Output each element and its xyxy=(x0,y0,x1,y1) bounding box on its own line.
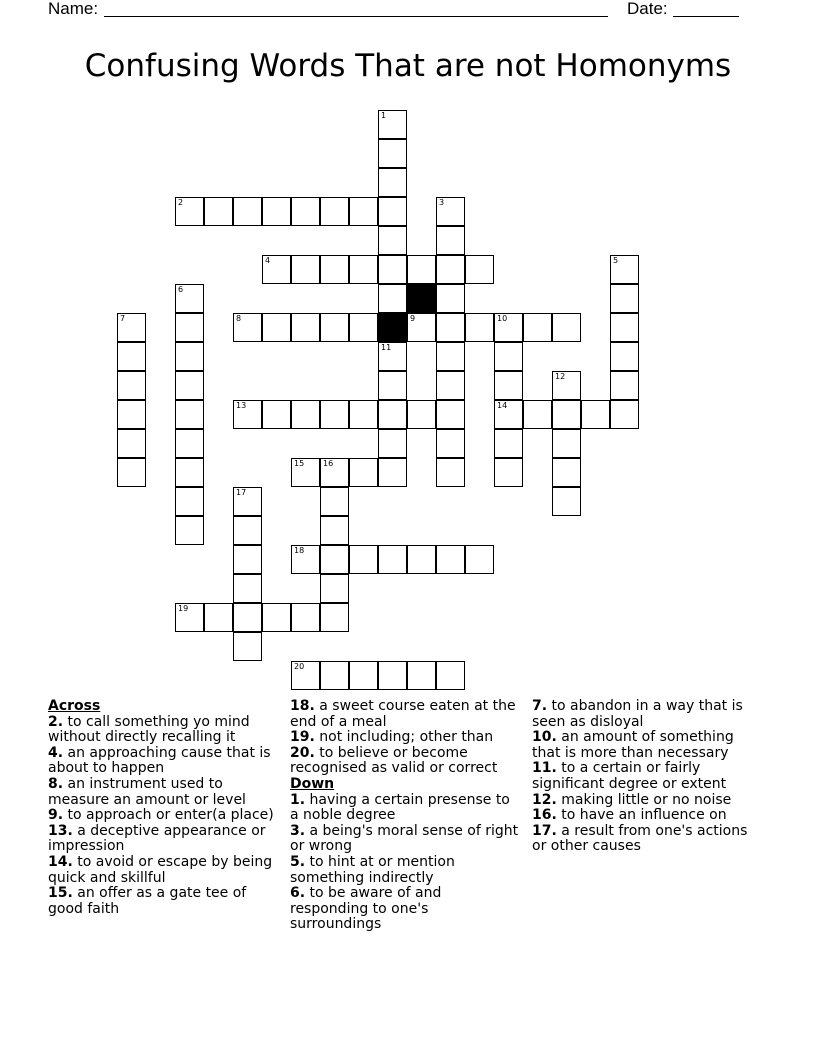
clue-across-14: 14. to avoid or escape by being quick and skillful xyxy=(48,853,273,886)
crossword-cell[interactable] xyxy=(610,255,639,284)
cell-number: 20 xyxy=(294,662,305,671)
crossword-cell[interactable] xyxy=(175,516,204,545)
crossword-cell[interactable] xyxy=(204,197,233,226)
crossword-cell[interactable] xyxy=(291,255,320,284)
crossword-cell[interactable] xyxy=(436,429,465,458)
crossword-cell[interactable] xyxy=(436,255,465,284)
crossword-cell[interactable] xyxy=(378,197,407,226)
crossword-cell[interactable] xyxy=(291,313,320,342)
crossword-cell[interactable] xyxy=(552,400,581,429)
cell-number: 19 xyxy=(178,604,189,613)
cell-number: 10 xyxy=(497,314,508,323)
crossword-cell[interactable] xyxy=(378,255,407,284)
crossword-cell[interactable] xyxy=(262,255,291,284)
crossword-cell[interactable] xyxy=(610,400,639,429)
crossword-cell[interactable] xyxy=(320,197,349,226)
crossword-cell[interactable] xyxy=(175,284,204,313)
crossword-cell[interactable] xyxy=(378,545,407,574)
crossword-cell[interactable] xyxy=(436,226,465,255)
clue-across-18: 18. a sweet course eaten at the end of a meal xyxy=(290,698,516,730)
crossword-cell[interactable] xyxy=(494,400,523,429)
crossword-cell[interactable] xyxy=(175,487,204,516)
crossword-cell[interactable] xyxy=(117,371,146,400)
crossword-cell[interactable] xyxy=(494,429,523,458)
crossword-cell[interactable] xyxy=(378,139,407,168)
clue-across-20: 20. to believe or become recognised as valid or correct xyxy=(290,744,498,777)
crossword-cell[interactable] xyxy=(320,661,349,690)
crossword-cell[interactable] xyxy=(407,313,436,342)
crossword-cell[interactable] xyxy=(407,545,436,574)
crossword-cell[interactable] xyxy=(117,458,146,487)
clue-down-16: 16. to have an influence on xyxy=(532,807,727,824)
clue-down-17: 17. a result from one's actions or other causes xyxy=(532,822,748,855)
clue-down-11: 11. to a certain or fairly significant degree or extent xyxy=(532,760,727,792)
crossword-cell[interactable] xyxy=(349,197,378,226)
crossword-cell[interactable] xyxy=(436,371,465,400)
black-square xyxy=(378,313,407,342)
date-label: Date: xyxy=(627,0,668,18)
cell-number: 5 xyxy=(613,256,619,265)
crossword-cell[interactable] xyxy=(407,255,436,284)
crossword-cell[interactable] xyxy=(175,603,204,632)
crossword-cell[interactable] xyxy=(552,371,581,400)
crossword-cell[interactable] xyxy=(378,371,407,400)
crossword-cell[interactable] xyxy=(465,313,494,342)
crossword-cell[interactable] xyxy=(349,661,378,690)
crossword-cell[interactable] xyxy=(320,574,349,603)
crossword-cell[interactable] xyxy=(436,458,465,487)
clue-down-5: 5. to hint at or mention something indirectly xyxy=(290,853,455,886)
clue-column-3 xyxy=(532,699,764,855)
crossword-cell[interactable] xyxy=(349,313,378,342)
crossword-cell[interactable] xyxy=(175,197,204,226)
crossword-cell[interactable] xyxy=(494,313,523,342)
cell-number: 6 xyxy=(178,285,184,294)
crossword-cell[interactable] xyxy=(407,661,436,690)
crossword-cell[interactable] xyxy=(233,574,262,603)
crossword-cell[interactable] xyxy=(465,545,494,574)
crossword-cell[interactable] xyxy=(320,400,349,429)
crossword-cell[interactable] xyxy=(378,458,407,487)
crossword-cell[interactable] xyxy=(378,226,407,255)
crossword-cell[interactable] xyxy=(349,400,378,429)
crossword-cell[interactable] xyxy=(523,400,552,429)
clue-across-4: 4. an approaching cause that is about to happen xyxy=(48,744,271,777)
cell-number: 12 xyxy=(555,372,566,381)
crossword-cell[interactable] xyxy=(291,197,320,226)
crossword-cell[interactable] xyxy=(320,545,349,574)
clue-down-12: 12. making little or no noise xyxy=(532,791,732,808)
crossword-cell[interactable] xyxy=(378,284,407,313)
crossword-cell[interactable] xyxy=(494,342,523,371)
crossword-cell[interactable] xyxy=(262,197,291,226)
crossword-cell[interactable] xyxy=(378,429,407,458)
crossword-cell[interactable] xyxy=(610,284,639,313)
crossword-cell[interactable] xyxy=(233,545,262,574)
clue-down-6: 6. to be aware of and responding to one's surroundings xyxy=(290,885,442,933)
crossword-cell[interactable] xyxy=(610,342,639,371)
crossword-cell[interactable] xyxy=(436,342,465,371)
crossword-cell[interactable] xyxy=(552,429,581,458)
clue-across-9: 9. to approach or enter(a place) xyxy=(48,807,274,824)
cell-number: 14 xyxy=(497,401,508,410)
crossword-cell[interactable] xyxy=(320,603,349,632)
cell-number: 15 xyxy=(294,459,305,468)
cell-number: 18 xyxy=(294,546,305,555)
clue-across-15: 15. an offer as a gate tee of good faith xyxy=(48,885,247,917)
crossword-cell[interactable] xyxy=(175,400,204,429)
crossword-cell[interactable] xyxy=(494,371,523,400)
page-title: Confusing Words That are not Homonyms xyxy=(84,48,732,84)
name-label: Name: xyxy=(48,0,99,18)
clue-across-8: 8. an instrument used to measure an amount or level xyxy=(48,775,246,808)
clue-column-2 xyxy=(290,699,522,933)
clue-across-2: 2. to call something yo mind without directly recalling it xyxy=(48,713,250,746)
crossword-cell[interactable] xyxy=(233,603,262,632)
cell-number: 8 xyxy=(236,314,242,323)
crossword-cell[interactable] xyxy=(262,400,291,429)
crossword-cell[interactable] xyxy=(523,313,552,342)
crossword-cell[interactable] xyxy=(233,313,262,342)
crossword-cell[interactable] xyxy=(291,661,320,690)
crossword-cell[interactable] xyxy=(175,371,204,400)
crossword-cell[interactable] xyxy=(552,458,581,487)
cell-number: 2 xyxy=(178,198,184,207)
crossword-cell[interactable] xyxy=(610,371,639,400)
crossword-cell[interactable] xyxy=(349,255,378,284)
crossword-cell[interactable] xyxy=(378,342,407,371)
crossword-cell[interactable] xyxy=(552,313,581,342)
crossword-cell[interactable] xyxy=(175,429,204,458)
crossword-cell[interactable] xyxy=(117,313,146,342)
cell-number: 17 xyxy=(236,488,247,497)
crossword-cell[interactable] xyxy=(349,458,378,487)
clue-down-10: 10. an amount of something that is more than necessary xyxy=(532,729,734,761)
crossword-cell[interactable] xyxy=(175,313,204,342)
crossword-cell[interactable] xyxy=(465,255,494,284)
crossword-cell[interactable] xyxy=(436,400,465,429)
crossword-cell[interactable] xyxy=(233,487,262,516)
crossword-cell[interactable] xyxy=(581,400,610,429)
down-heading: Down xyxy=(290,775,335,792)
crossword-cell[interactable] xyxy=(378,400,407,429)
crossword-cell[interactable] xyxy=(378,168,407,197)
crossword-cell[interactable] xyxy=(610,313,639,342)
clue-column-1 xyxy=(48,699,280,917)
crossword-cell[interactable] xyxy=(378,110,407,139)
across-heading: Across xyxy=(48,698,101,714)
crossword-cell[interactable] xyxy=(436,284,465,313)
crossword-cell[interactable] xyxy=(291,458,320,487)
crossword-cell[interactable] xyxy=(233,516,262,545)
crossword-cell[interactable] xyxy=(320,487,349,516)
crossword-cell[interactable] xyxy=(233,400,262,429)
crossword-cell[interactable] xyxy=(320,255,349,284)
cell-number: 16 xyxy=(323,459,334,468)
crossword-cell[interactable] xyxy=(320,313,349,342)
crossword-cell[interactable] xyxy=(175,458,204,487)
cell-number: 13 xyxy=(236,401,247,410)
crossword-cell[interactable] xyxy=(494,458,523,487)
crossword-cell[interactable] xyxy=(233,632,262,661)
crossword-cell[interactable] xyxy=(291,400,320,429)
crossword-cell[interactable] xyxy=(436,313,465,342)
cell-number: 9 xyxy=(410,314,416,323)
cell-number: 7 xyxy=(120,314,126,323)
crossword-cell[interactable] xyxy=(262,603,291,632)
clue-down-1: 1. having a certain presense to a noble degree xyxy=(290,791,510,824)
crossword-cell[interactable] xyxy=(436,545,465,574)
crossword-cell[interactable] xyxy=(233,197,262,226)
crossword-cell[interactable] xyxy=(117,342,146,371)
crossword-cell[interactable] xyxy=(117,400,146,429)
crossword-cell[interactable] xyxy=(436,197,465,226)
cell-number: 1 xyxy=(381,111,387,120)
crossword-cell[interactable] xyxy=(378,661,407,690)
clue-across-13: 13. a deceptive appearance or impression xyxy=(48,822,266,855)
clue-across-19: 19. not including; other than xyxy=(290,729,494,746)
crossword-cell[interactable] xyxy=(291,545,320,574)
crossword-cell[interactable] xyxy=(320,516,349,545)
crossword-cell[interactable] xyxy=(407,400,436,429)
crossword-cell[interactable] xyxy=(320,458,349,487)
crossword-cell[interactable] xyxy=(552,487,581,516)
cell-number: 4 xyxy=(265,256,271,265)
cell-number: 11 xyxy=(381,343,392,352)
cell-number: 3 xyxy=(439,198,445,207)
crossword-cell[interactable] xyxy=(175,342,204,371)
crossword-cell[interactable] xyxy=(291,603,320,632)
crossword-cell[interactable] xyxy=(436,661,465,690)
crossword-cell[interactable] xyxy=(204,603,233,632)
crossword-cell[interactable] xyxy=(262,313,291,342)
clue-down-7: 7. to abandon in a way that is seen as disloyal xyxy=(532,698,743,730)
crossword-cell[interactable] xyxy=(349,545,378,574)
black-square xyxy=(407,284,436,313)
clue-down-3: 3. a being's moral sense of right or wrong xyxy=(290,822,519,855)
crossword-cell[interactable] xyxy=(117,429,146,458)
